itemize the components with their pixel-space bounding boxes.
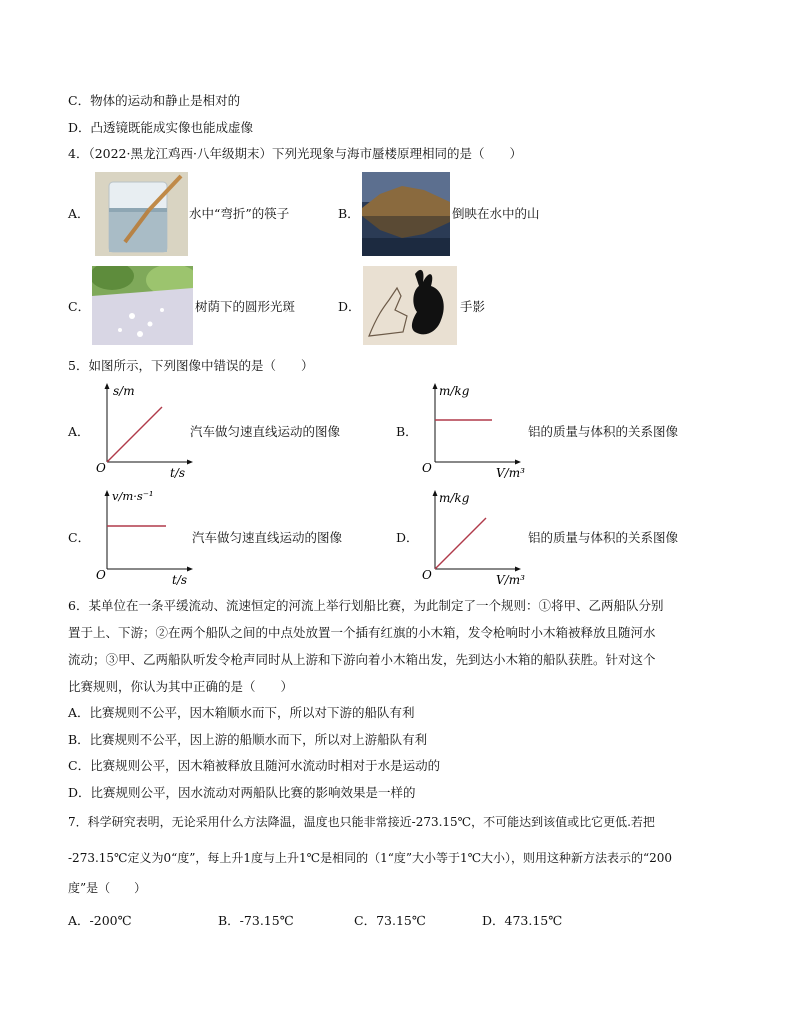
q7-stem-line-1: 7．科学研究表明，无论采用什么方法降温，温度也只能非常接近-273.15℃，不可能达到该值或比它更低.若把 [68, 815, 655, 829]
q5-option-d-caption: 铝的质量与体积的关系图像 [528, 530, 679, 545]
q5-option-c-label: C． [68, 530, 91, 545]
q5-graph-a-xlabel: t/s [170, 466, 186, 478]
q5-graph-a-ylabel: s/m [113, 384, 135, 398]
q6-option-b: B．比赛规则不公平，因上游的船顺水而下，所以对上游船队有利 [68, 732, 428, 747]
q3-option-c: C．物体的运动和静止是相对的 [68, 93, 241, 108]
q5-option-d-label: D． [396, 530, 419, 545]
q5-graph-d-origin: O [422, 568, 432, 582]
q5-graph-a [90, 380, 200, 478]
q5-graph-d-line [435, 518, 486, 569]
q5-option-b-label: B． [396, 424, 418, 439]
q4-option-a-caption: 水中“弯折”的筷子 [189, 206, 290, 221]
q6-stem-line-4: 比赛规则，你认为其中正确的是（ ） [68, 679, 294, 694]
q5-graph-b-ylabel: m/kg [439, 384, 470, 398]
q5-graph-c-origin: O [96, 568, 106, 582]
q7-option-a: A．-200℃ [68, 913, 132, 928]
q5-graph-a-origin: O [96, 461, 106, 475]
q4-stem: 4．（2022·黑龙江鸡西·八年级期末）下列光现象与海市蜃楼原理相同的是（ ） [68, 146, 522, 161]
q5-option-a-caption: 汽车做匀速直线运动的图像 [190, 424, 341, 439]
q5-graph-b-xlabel: V/m³ [496, 466, 525, 478]
q7-stem-line-3: 度”是（ ） [68, 881, 147, 895]
q4-option-c-label: C． [68, 299, 91, 314]
q6-stem-line-1: 6．某单位在一条平缓流动、流速恒定的河流上举行划船比赛，为此制定了一个规则：①将甲、乙两船队分别 [68, 598, 664, 613]
q5-graph-c-xlabel: t/s [172, 573, 188, 585]
q5-stem: 5．如图所示，下列图像中错误的是（ ） [68, 358, 314, 373]
q4-option-d-caption: 手影 [460, 299, 486, 314]
q4-option-a-label: A． [68, 206, 90, 221]
q4-light-spots-under-tree-image [92, 266, 193, 345]
q7-option-b: B．-73.15℃ [218, 913, 294, 928]
q6-option-d: D．比赛规则公平，因水流动对两船队比赛的影响效果是一样的 [68, 785, 416, 800]
q5-option-a-label: A． [68, 424, 90, 439]
q7-option-c: C．73.15℃ [354, 913, 426, 928]
q5-graph-c-ylabel: v/m·s⁻¹ [112, 489, 154, 503]
q5-graph-d [418, 487, 534, 585]
q4-option-c-caption: 树荫下的圆形光斑 [195, 299, 296, 314]
q5-graph-b [418, 380, 534, 478]
q4-chopstick-in-water-image [95, 172, 188, 256]
q5-option-c-caption: 汽车做匀速直线运动的图像 [192, 530, 343, 545]
q4-option-b-caption: 倒映在水中的山 [452, 206, 540, 221]
q6-stem-line-3: 流动；③甲、乙两船队听发令枪声同时从上游和下游向着小木箱出发，先到达小木箱的船队获胜。针对这个 [68, 652, 656, 667]
q4-option-d-label: D． [338, 299, 361, 314]
q6-option-c: C．比赛规则公平，因木箱被释放且随河水流动时相对于水是运动的 [68, 758, 441, 773]
q5-graph-a-line [107, 407, 162, 462]
q4-mountain-reflection-image [362, 172, 450, 256]
q4-option-b-label: B． [338, 206, 360, 221]
q5-option-b-caption: 铝的质量与体积的关系图像 [528, 424, 679, 439]
q6-stem-line-2: 置于上、下游；②在两个船队之间的中点处放置一个插有红旗的小木箱，发令枪响时小木箱被释放且随河水 [68, 625, 656, 640]
q5-graph-b-origin: O [422, 461, 432, 475]
q5-graph-c [90, 487, 200, 585]
q6-option-a: A．比赛规则不公平，因木箱顺水而下，所以对下游的船队有利 [68, 705, 415, 720]
q7-option-d: D．473.15℃ [482, 913, 563, 928]
q3-option-d: D．凸透镜既能成实像也能成虚像 [68, 120, 254, 135]
q4-hand-shadow-image [363, 266, 457, 345]
q7-stem-line-2: -273.15℃定义为0“度”，每上升1度与上升1℃是相同的（1“度”大小等于1℃大小），则用这种新方法表示的“200 [68, 851, 673, 865]
q5-graph-d-xlabel: V/m³ [496, 573, 525, 585]
q5-graph-d-ylabel: m/kg [439, 491, 470, 505]
